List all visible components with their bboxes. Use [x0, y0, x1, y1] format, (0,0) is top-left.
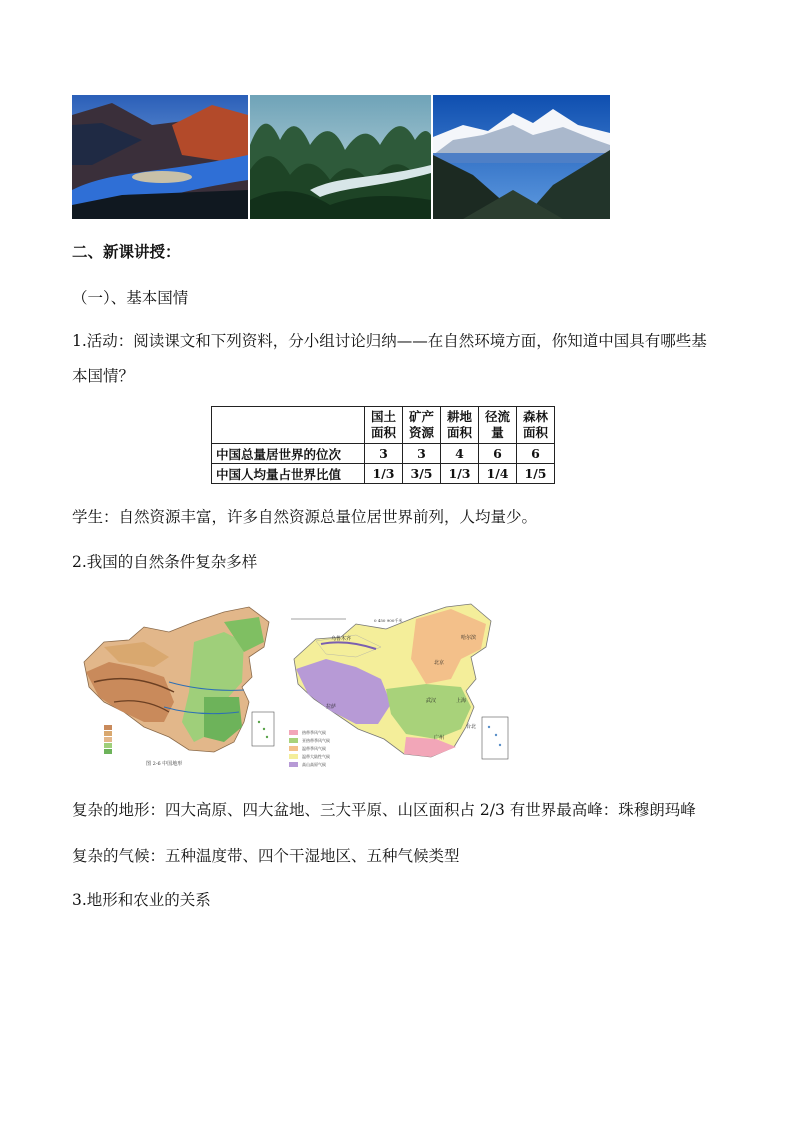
table-header-cell: 径流 量: [479, 407, 517, 444]
city-label: 拉萨: [326, 704, 337, 710]
table-cell: 4: [441, 444, 479, 464]
legend-item: 热带季风气候: [302, 730, 326, 735]
table-row-label: 中国总量居世界的位次: [212, 444, 365, 464]
activity-text-line1: 1.活动：阅读课文和下列资料，分小组讨论归纳——在自然环境方面，你知道中国具有哪些基: [72, 332, 707, 350]
subsection-heading: （一）、基本国情: [72, 289, 189, 307]
terrain-map-caption: 图 2-6 中国地形: [146, 761, 183, 767]
section-heading: 二、新课讲授：: [72, 242, 181, 261]
map-scale: 0 450 900千米: [374, 618, 403, 623]
legend-item: 亚热带季风气候: [302, 738, 330, 743]
legend-item: 高山高原气候: [302, 762, 326, 767]
snow-mountain-photo: [433, 95, 610, 219]
table-header-cell: 国土 面积: [365, 407, 403, 444]
china-climate-map: [286, 599, 514, 774]
table-cell: 1/4: [479, 464, 517, 484]
table-header-row: [212, 407, 555, 444]
table-cell: 1/5: [517, 464, 555, 484]
legend-item: 温带大陆性气候: [302, 754, 330, 759]
climate-description: 复杂的气候：五种温度带、四个干湿地区、五种气候类型: [72, 847, 460, 865]
national-conditions-table: [211, 406, 555, 484]
city-label: 哈尔滨: [461, 635, 477, 641]
climate-legend: [302, 729, 330, 769]
table-cell: 3/5: [403, 464, 441, 484]
table-cell: 1/3: [365, 464, 403, 484]
table-cell: 3: [403, 444, 441, 464]
point-3-heading: 3.地形和农业的关系: [72, 891, 211, 909]
city-label: 上海: [456, 698, 467, 704]
legend-item: 温带季风气候: [302, 746, 326, 751]
city-label: 北京: [434, 660, 445, 666]
table-header-cell: 耕地 面积: [441, 407, 479, 444]
table-row-label: 中国人均量占世界比值: [212, 464, 365, 484]
table-corner-cell: [212, 407, 365, 444]
table-row: [212, 444, 555, 464]
terrain-description: 复杂的地形：四大高原、四大盆地、三大平原、山区面积占 2/3 有世界最高峰：珠穆朗玛峰: [72, 801, 696, 819]
river-valley-photo: [72, 95, 248, 219]
table-cell: 1/3: [441, 464, 479, 484]
table-header-cell: 森林 面积: [517, 407, 555, 444]
table-cell: 6: [517, 444, 555, 464]
activity-text-line2: 本国情？: [72, 367, 135, 385]
city-label: 台北: [466, 724, 477, 730]
table-cell: 6: [479, 444, 517, 464]
table-cell: 3: [365, 444, 403, 464]
china-terrain-map: [74, 602, 280, 772]
city-label: 武汉: [426, 698, 437, 704]
karst-mountains-photo: [250, 95, 431, 219]
student-answer: 学生：自然资源丰富，许多自然资源总量位居世界前列，人均量少。: [72, 508, 538, 526]
table-row: [212, 464, 555, 484]
point-2-heading: 2.我国的自然条件复杂多样: [72, 553, 258, 571]
city-label: 广州: [434, 735, 445, 741]
table-header-cell: 矿产 资源: [403, 407, 441, 444]
city-label: 乌鲁木齐: [331, 636, 352, 642]
